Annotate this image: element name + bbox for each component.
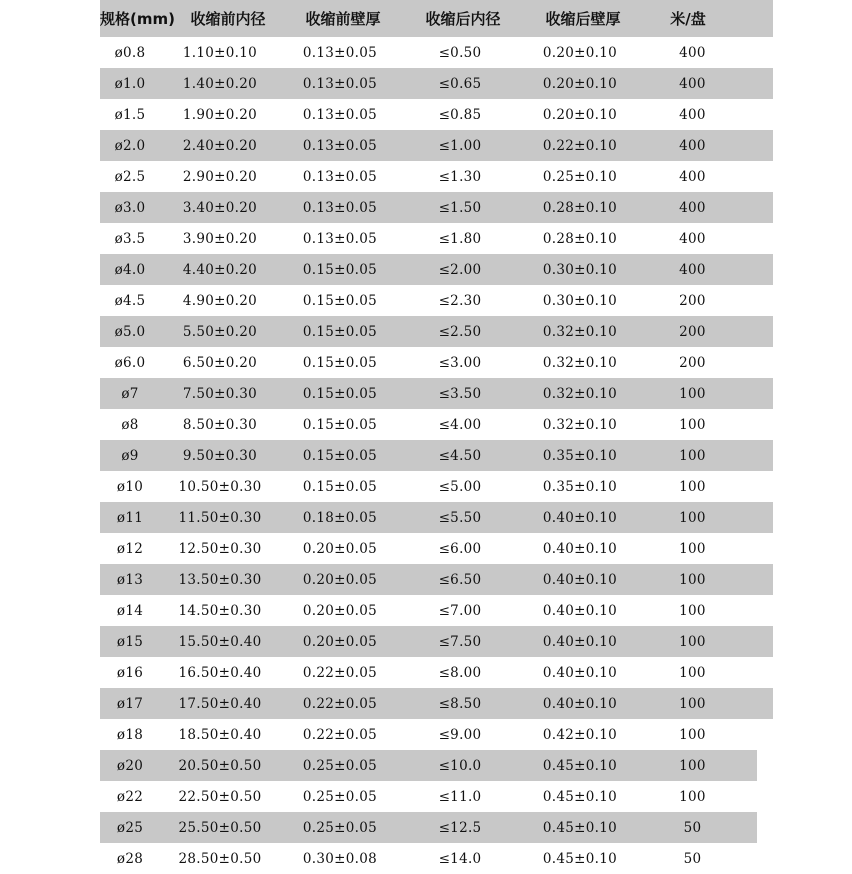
cell-inner-diameter-after: ≤8.50 bbox=[438, 695, 482, 712]
cell-wall-thickness-before: 0.15±0.05 bbox=[302, 478, 378, 495]
table-row bbox=[100, 254, 773, 285]
cell-wall-thickness-after: 0.45±0.10 bbox=[542, 850, 618, 867]
table-body bbox=[100, 37, 773, 874]
cell-wall-thickness-before: 0.15±0.05 bbox=[302, 354, 378, 371]
cell-wall-thickness-after: 0.40±0.10 bbox=[542, 571, 618, 588]
cell-inner-diameter-after: ≤5.00 bbox=[438, 478, 482, 495]
cell-inner-diameter-after: ≤2.50 bbox=[438, 323, 482, 340]
cell-spec: ø6.0 bbox=[114, 354, 146, 371]
cell-wall-thickness-after: 0.25±0.10 bbox=[542, 168, 618, 185]
cell-spec: ø4.5 bbox=[114, 292, 146, 309]
cell-spec: ø16 bbox=[116, 664, 144, 681]
cell-wall-thickness-after: 0.32±0.10 bbox=[542, 416, 618, 433]
cell-meters-per-roll: 400 bbox=[679, 137, 706, 154]
table-row bbox=[100, 378, 773, 409]
cell-inner-diameter-before: 14.50±0.30 bbox=[178, 602, 262, 619]
cell-wall-thickness-after: 0.45±0.10 bbox=[542, 757, 618, 774]
header-spec: 规格(mm) bbox=[100, 10, 175, 28]
cell-wall-thickness-after: 0.20±0.10 bbox=[542, 75, 618, 92]
cell-inner-diameter-before: 18.50±0.40 bbox=[178, 726, 262, 743]
cell-meters-per-roll: 400 bbox=[679, 199, 706, 216]
cell-wall-thickness-before: 0.20±0.05 bbox=[302, 571, 378, 588]
cell-inner-diameter-before: 16.50±0.40 bbox=[178, 664, 262, 681]
cell-wall-thickness-before: 0.13±0.05 bbox=[302, 106, 378, 123]
cell-wall-thickness-before: 0.20±0.05 bbox=[302, 540, 378, 557]
table-row bbox=[100, 812, 757, 843]
table-row bbox=[100, 161, 773, 192]
table-row bbox=[100, 471, 773, 502]
cell-inner-diameter-after: ≤1.50 bbox=[438, 199, 482, 216]
cell-spec: ø0.8 bbox=[114, 44, 146, 61]
cell-inner-diameter-before: 5.50±0.20 bbox=[182, 323, 258, 340]
cell-wall-thickness-before: 0.15±0.05 bbox=[302, 323, 378, 340]
cell-inner-diameter-after: ≤14.0 bbox=[438, 850, 482, 867]
cell-inner-diameter-before: 12.50±0.30 bbox=[178, 540, 262, 557]
cell-meters-per-roll: 400 bbox=[679, 106, 706, 123]
header-wall-thickness-after: 收缩后壁厚 bbox=[545, 10, 621, 28]
cell-inner-diameter-after: ≤4.50 bbox=[438, 447, 482, 464]
cell-inner-diameter-after: ≤1.30 bbox=[438, 168, 482, 185]
cell-meters-per-roll: 100 bbox=[679, 509, 706, 526]
cell-meters-per-roll: 100 bbox=[679, 788, 706, 805]
cell-inner-diameter-after: ≤12.5 bbox=[438, 819, 482, 836]
cell-wall-thickness-after: 0.35±0.10 bbox=[542, 478, 618, 495]
cell-wall-thickness-after: 0.32±0.10 bbox=[542, 385, 618, 402]
cell-spec: ø5.0 bbox=[114, 323, 146, 340]
table-row bbox=[100, 533, 773, 564]
header-inner-diameter-after: 收缩后内径 bbox=[425, 10, 501, 28]
cell-wall-thickness-after: 0.20±0.10 bbox=[542, 106, 618, 123]
cell-inner-diameter-after: ≤2.30 bbox=[438, 292, 482, 309]
cell-inner-diameter-before: 28.50±0.50 bbox=[178, 850, 262, 867]
cell-inner-diameter-before: 7.50±0.30 bbox=[182, 385, 258, 402]
cell-inner-diameter-after: ≤0.85 bbox=[438, 106, 482, 123]
cell-spec: ø25 bbox=[116, 819, 144, 836]
cell-inner-diameter-before: 9.50±0.30 bbox=[182, 447, 258, 464]
cell-spec: ø10 bbox=[116, 478, 144, 495]
cell-wall-thickness-after: 0.22±0.10 bbox=[542, 137, 618, 154]
cell-inner-diameter-after: ≤11.0 bbox=[438, 788, 482, 805]
cell-meters-per-roll: 100 bbox=[679, 571, 706, 588]
cell-spec: ø13 bbox=[116, 571, 144, 588]
cell-inner-diameter-after: ≤3.00 bbox=[438, 354, 482, 371]
spec-table bbox=[100, 0, 773, 874]
cell-inner-diameter-before: 4.90±0.20 bbox=[182, 292, 258, 309]
cell-spec: ø1.0 bbox=[114, 75, 146, 92]
cell-spec: ø3.0 bbox=[114, 199, 146, 216]
cell-wall-thickness-after: 0.45±0.10 bbox=[542, 819, 618, 836]
cell-wall-thickness-after: 0.28±0.10 bbox=[542, 230, 618, 247]
table-row bbox=[100, 781, 773, 812]
cell-wall-thickness-after: 0.45±0.10 bbox=[542, 788, 618, 805]
cell-inner-diameter-before: 1.90±0.20 bbox=[182, 106, 258, 123]
cell-inner-diameter-after: ≤7.50 bbox=[438, 633, 482, 650]
table-row bbox=[100, 719, 773, 750]
cell-spec: ø22 bbox=[116, 788, 144, 805]
cell-wall-thickness-before: 0.25±0.05 bbox=[302, 757, 378, 774]
cell-inner-diameter-before: 3.40±0.20 bbox=[182, 199, 258, 216]
cell-inner-diameter-before: 17.50±0.40 bbox=[178, 695, 262, 712]
cell-meters-per-roll: 100 bbox=[679, 664, 706, 681]
cell-inner-diameter-before: 6.50±0.20 bbox=[182, 354, 258, 371]
cell-inner-diameter-before: 4.40±0.20 bbox=[182, 261, 258, 278]
cell-wall-thickness-before: 0.18±0.05 bbox=[302, 509, 378, 526]
cell-wall-thickness-before: 0.20±0.05 bbox=[302, 633, 378, 650]
table-header bbox=[100, 0, 773, 37]
cell-inner-diameter-before: 11.50±0.30 bbox=[178, 509, 262, 526]
cell-wall-thickness-before: 0.22±0.05 bbox=[302, 664, 378, 681]
table-row bbox=[100, 285, 773, 316]
cell-spec: ø18 bbox=[116, 726, 144, 743]
cell-wall-thickness-before: 0.25±0.05 bbox=[302, 788, 378, 805]
cell-inner-diameter-after: ≤4.00 bbox=[438, 416, 482, 433]
cell-wall-thickness-after: 0.40±0.10 bbox=[542, 602, 618, 619]
table-row bbox=[100, 657, 773, 688]
cell-spec: ø20 bbox=[116, 757, 144, 774]
table-row bbox=[100, 843, 773, 874]
table-row bbox=[100, 595, 773, 626]
table-row bbox=[100, 223, 773, 254]
table-row bbox=[100, 626, 773, 657]
cell-wall-thickness-before: 0.15±0.05 bbox=[302, 292, 378, 309]
cell-meters-per-roll: 200 bbox=[679, 292, 706, 309]
cell-inner-diameter-after: ≤1.00 bbox=[438, 137, 482, 154]
cell-inner-diameter-after: ≤6.00 bbox=[438, 540, 482, 557]
cell-wall-thickness-before: 0.22±0.05 bbox=[302, 726, 378, 743]
cell-wall-thickness-before: 0.15±0.05 bbox=[302, 261, 378, 278]
cell-meters-per-roll: 100 bbox=[679, 416, 706, 433]
table-row bbox=[100, 37, 773, 68]
cell-spec: ø3.5 bbox=[114, 230, 146, 247]
cell-meters-per-roll: 200 bbox=[679, 323, 706, 340]
cell-spec: ø11 bbox=[116, 509, 144, 526]
cell-inner-diameter-before: 2.90±0.20 bbox=[182, 168, 258, 185]
cell-meters-per-roll: 50 bbox=[683, 850, 702, 867]
cell-inner-diameter-before: 3.90±0.20 bbox=[182, 230, 258, 247]
cell-spec: ø4.0 bbox=[114, 261, 146, 278]
header-meters-per-roll: 米/盘 bbox=[670, 10, 706, 28]
cell-spec: ø28 bbox=[116, 850, 144, 867]
cell-inner-diameter-after: ≤3.50 bbox=[438, 385, 482, 402]
table-row bbox=[100, 192, 773, 223]
table-row bbox=[100, 440, 773, 471]
cell-inner-diameter-after: ≤5.50 bbox=[438, 509, 482, 526]
table-row bbox=[100, 502, 773, 533]
cell-wall-thickness-after: 0.20±0.10 bbox=[542, 44, 618, 61]
cell-meters-per-roll: 400 bbox=[679, 75, 706, 92]
cell-inner-diameter-after: ≤7.00 bbox=[438, 602, 482, 619]
cell-wall-thickness-after: 0.40±0.10 bbox=[542, 509, 618, 526]
cell-meters-per-roll: 100 bbox=[679, 540, 706, 557]
cell-wall-thickness-before: 0.13±0.05 bbox=[302, 75, 378, 92]
table-row bbox=[100, 99, 773, 130]
cell-meters-per-roll: 100 bbox=[679, 385, 706, 402]
cell-wall-thickness-before: 0.13±0.05 bbox=[302, 44, 378, 61]
cell-spec: ø17 bbox=[116, 695, 144, 712]
cell-wall-thickness-before: 0.22±0.05 bbox=[302, 695, 378, 712]
table-row bbox=[100, 68, 773, 99]
cell-wall-thickness-before: 0.13±0.05 bbox=[302, 199, 378, 216]
cell-inner-diameter-before: 2.40±0.20 bbox=[182, 137, 258, 154]
cell-wall-thickness-before: 0.30±0.08 bbox=[302, 850, 378, 867]
header-inner-diameter-before: 收缩前内径 bbox=[190, 10, 266, 28]
cell-wall-thickness-before: 0.15±0.05 bbox=[302, 385, 378, 402]
cell-meters-per-roll: 400 bbox=[679, 168, 706, 185]
cell-wall-thickness-after: 0.40±0.10 bbox=[542, 695, 618, 712]
cell-inner-diameter-after: ≤1.80 bbox=[438, 230, 482, 247]
cell-spec: ø15 bbox=[116, 633, 144, 650]
cell-inner-diameter-before: 1.40±0.20 bbox=[182, 75, 258, 92]
cell-wall-thickness-before: 0.13±0.05 bbox=[302, 168, 378, 185]
cell-spec: ø1.5 bbox=[114, 106, 146, 123]
cell-inner-diameter-before: 1.10±0.10 bbox=[182, 44, 258, 61]
cell-inner-diameter-after: ≤10.0 bbox=[438, 757, 482, 774]
cell-wall-thickness-before: 0.25±0.05 bbox=[302, 819, 378, 836]
cell-meters-per-roll: 400 bbox=[679, 261, 706, 278]
cell-spec: ø12 bbox=[116, 540, 144, 557]
cell-inner-diameter-after: ≤9.00 bbox=[438, 726, 482, 743]
cell-meters-per-roll: 400 bbox=[679, 44, 706, 61]
cell-wall-thickness-before: 0.20±0.05 bbox=[302, 602, 378, 619]
cell-wall-thickness-after: 0.40±0.10 bbox=[542, 540, 618, 557]
cell-spec: ø8 bbox=[121, 416, 139, 433]
cell-meters-per-roll: 100 bbox=[679, 633, 706, 650]
table-row bbox=[100, 347, 773, 378]
cell-meters-per-roll: 200 bbox=[679, 354, 706, 371]
cell-spec: ø7 bbox=[121, 385, 139, 402]
cell-spec: ø2.5 bbox=[114, 168, 146, 185]
table-row bbox=[100, 130, 773, 161]
cell-inner-diameter-before: 22.50±0.50 bbox=[178, 788, 262, 805]
cell-inner-diameter-before: 13.50±0.30 bbox=[178, 571, 262, 588]
cell-wall-thickness-after: 0.30±0.10 bbox=[542, 292, 618, 309]
table-row bbox=[100, 688, 773, 719]
cell-wall-thickness-after: 0.32±0.10 bbox=[542, 323, 618, 340]
cell-meters-per-roll: 400 bbox=[679, 230, 706, 247]
table-row bbox=[100, 409, 773, 440]
table-row bbox=[100, 564, 773, 595]
cell-meters-per-roll: 100 bbox=[679, 447, 706, 464]
cell-inner-diameter-before: 8.50±0.30 bbox=[182, 416, 258, 433]
cell-inner-diameter-after: ≤0.50 bbox=[438, 44, 482, 61]
cell-meters-per-roll: 100 bbox=[679, 478, 706, 495]
cell-wall-thickness-after: 0.42±0.10 bbox=[542, 726, 618, 743]
cell-inner-diameter-before: 10.50±0.30 bbox=[178, 478, 262, 495]
cell-meters-per-roll: 100 bbox=[679, 602, 706, 619]
cell-inner-diameter-before: 25.50±0.50 bbox=[178, 819, 262, 836]
cell-wall-thickness-after: 0.28±0.10 bbox=[542, 199, 618, 216]
cell-wall-thickness-before: 0.15±0.05 bbox=[302, 447, 378, 464]
cell-wall-thickness-before: 0.15±0.05 bbox=[302, 416, 378, 433]
cell-meters-per-roll: 100 bbox=[679, 695, 706, 712]
cell-inner-diameter-after: ≤2.00 bbox=[438, 261, 482, 278]
cell-inner-diameter-before: 20.50±0.50 bbox=[178, 757, 262, 774]
cell-wall-thickness-after: 0.35±0.10 bbox=[542, 447, 618, 464]
cell-wall-thickness-after: 0.40±0.10 bbox=[542, 664, 618, 681]
table-row bbox=[100, 750, 757, 781]
cell-spec: ø9 bbox=[121, 447, 139, 464]
cell-meters-per-roll: 50 bbox=[683, 819, 702, 836]
cell-inner-diameter-after: ≤8.00 bbox=[438, 664, 482, 681]
cell-wall-thickness-after: 0.32±0.10 bbox=[542, 354, 618, 371]
cell-wall-thickness-before: 0.13±0.05 bbox=[302, 230, 378, 247]
header-wall-thickness-before: 收缩前壁厚 bbox=[305, 10, 381, 28]
cell-wall-thickness-after: 0.30±0.10 bbox=[542, 261, 618, 278]
table-row bbox=[100, 316, 773, 347]
cell-spec: ø14 bbox=[116, 602, 144, 619]
cell-wall-thickness-after: 0.40±0.10 bbox=[542, 633, 618, 650]
cell-spec: ø2.0 bbox=[114, 137, 146, 154]
cell-meters-per-roll: 100 bbox=[679, 726, 706, 743]
cell-wall-thickness-before: 0.13±0.05 bbox=[302, 137, 378, 154]
cell-inner-diameter-after: ≤0.65 bbox=[438, 75, 482, 92]
cell-meters-per-roll: 100 bbox=[679, 757, 706, 774]
cell-inner-diameter-after: ≤6.50 bbox=[438, 571, 482, 588]
cell-inner-diameter-before: 15.50±0.40 bbox=[178, 633, 262, 650]
